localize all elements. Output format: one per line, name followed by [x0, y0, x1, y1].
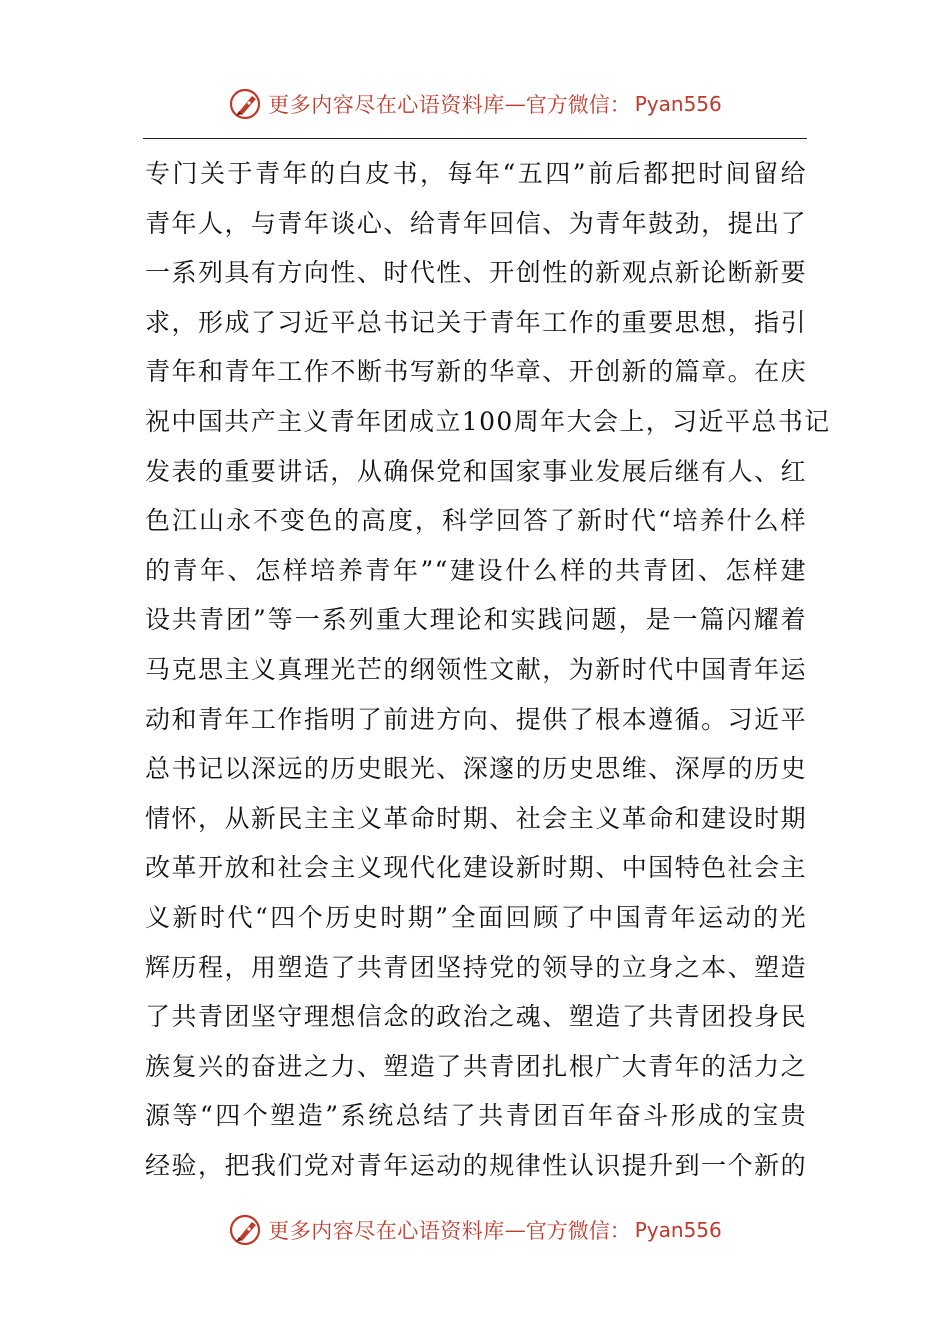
text-line: 的青年、怎样培养青年”“建设什么样的共青团、怎样建 [145, 555, 807, 585]
text-line: 发表的重要讲话，从确保党和国家事业发展后继有人、红 [145, 456, 807, 486]
text-line: 动和青年工作指明了前进方向、提供了根本遵循。习近平 [145, 704, 807, 734]
header-divider [143, 138, 807, 139]
text-line: 青年人，与青年谈心、给青年回信、为青年鼓劲，提出了 [145, 208, 807, 238]
pen-nib-circle-icon [228, 1212, 264, 1248]
text-line: 改革开放和社会主义现代化建设新时期、中国特色社会主 [145, 853, 807, 883]
header-separator: — [504, 92, 526, 116]
text-line: 祝中国共产主义青年团成立100周年大会上，习近平总书记 [145, 406, 831, 436]
text-line: 经验，把我们党对青年运动的规律性认识提升到一个新的 [145, 1150, 807, 1180]
text-line: 马克思主义真理光芒的纲领性文献，为新时代中国青年运 [145, 654, 807, 684]
text-line: 总书记以深远的历史眼光、深邃的历史思维、深厚的历史 [145, 754, 807, 784]
header-account-label: 官方微信： [525, 93, 631, 117]
document-body [145, 149, 831, 1190]
footer-account-label: 官方微信： [525, 1219, 631, 1243]
text-line: 专门关于青年的白皮书，每年“五四”前后都把时间留给 [145, 159, 807, 188]
text-line: 辉历程，用塑造了共青团坚持党的领导的立身之本、塑造 [145, 952, 807, 982]
header-account-id: Pyan556 [634, 92, 722, 116]
text-line: 源等“四个塑造”系统总结了共青团百年奋斗形成的宝贵 [145, 1101, 807, 1131]
text-line: 义新时代“四个历史时期”全面回顾了中国青年运动的光 [145, 902, 807, 932]
footer-separator: — [504, 1218, 526, 1242]
footer-site-text: 更多内容尽在心语资料库 [268, 1219, 505, 1243]
text-line: 求，形成了习近平总书记关于青年工作的重要思想，指引 [145, 307, 807, 337]
text-line: 族复兴的奋进之力、塑造了共青团扎根广大青年的活力之 [145, 1051, 807, 1081]
text-line: 一系列具有方向性、时代性、开创性的新观点新论断新要 [145, 258, 807, 288]
text-line: 设共青团”等一系列重大理论和实践问题，是一篇闪耀着 [145, 605, 807, 635]
text-line: 青年和青年工作不断书写新的华章、开创新的篇章。在庆 [145, 357, 807, 387]
footer-account-id: Pyan556 [634, 1218, 722, 1242]
header-site-text: 更多内容尽在心语资料库 [268, 93, 505, 117]
header-banner [0, 84, 950, 124]
text-line: 了共青团坚守理想信念的政治之魂、塑造了共青团投身民 [145, 1002, 807, 1032]
text-line: 情怀，从新民主主义革命时期、社会主义革命和建设时期 [145, 803, 807, 833]
text-line: 色江山永不变色的高度，科学回答了新时代“培养什么样 [145, 506, 807, 536]
pen-nib-circle-icon [228, 86, 264, 122]
footer-banner [0, 1210, 950, 1250]
